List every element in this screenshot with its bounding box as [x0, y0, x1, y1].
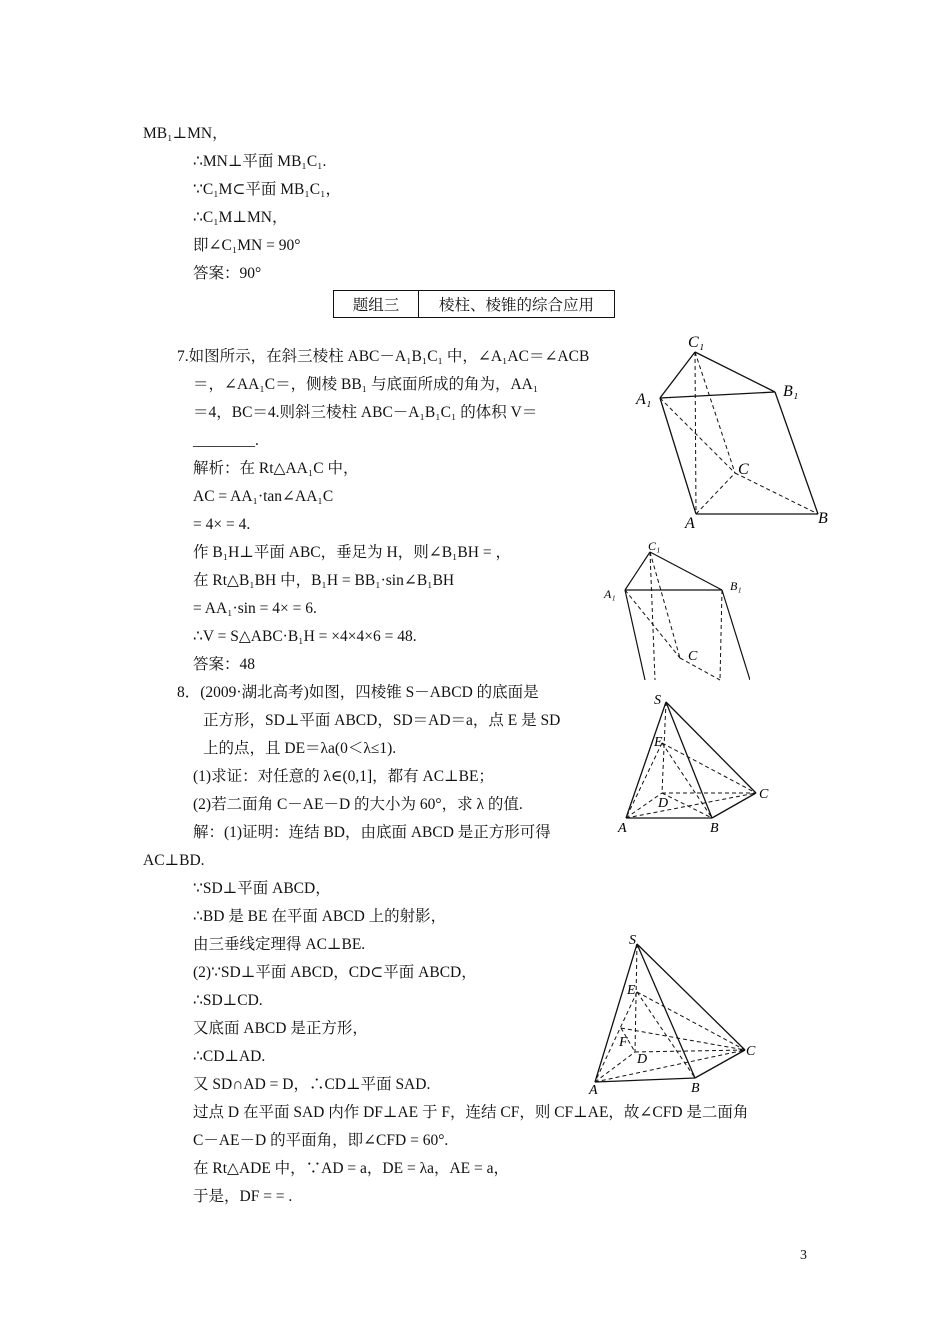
problem-7-line-1: 7.如图所示，在斜三棱柱 ABC－A₁B₁C₁ 中，∠A₁AC＝∠ACB [177, 348, 590, 365]
label-S: S [629, 933, 636, 948]
answer-7: 答案：48 [193, 656, 256, 673]
solution-7-line-2: AC = AA₁·tan∠AA₁C [193, 488, 334, 505]
solution-8-line-7: ∴SD⊥CD. [193, 992, 263, 1009]
label-S: S [654, 693, 661, 708]
problem-7-line-4: ________. [193, 432, 259, 449]
problem-8-line-5: (2)若二面角 C－AE－D 的大小为 60°，求 λ 的值. [193, 796, 523, 813]
problem-8-line-1: 8．(2009·湖北高考)如图，四棱锥 S－ABCD 的底面是 [177, 684, 539, 701]
label-D: D [637, 1052, 648, 1067]
solution-7-line-1: 解析：在 Rt△AA₁C 中， [193, 460, 359, 477]
solution-8-line-5: 由三垂线定理得 AC⊥BE. [193, 936, 366, 953]
section-title: 棱柱、棱锥的综合应用 [438, 297, 594, 314]
problem-7-line-2: ＝，∠AA₁C＝，侧棱 BB₁ 与底面所成的角为，AA₁ [193, 376, 539, 393]
label-C1: C₁ [688, 334, 705, 351]
solution-7-line-4: 作 B₁H⊥平面 ABC，垂足为 H，则∠B₁BH = ， [193, 544, 511, 561]
solution-8-line-12: C－AE－D 的平面角，即∠CFD = 60°. [193, 1132, 449, 1149]
label-E: E [627, 983, 636, 998]
label-A: A [685, 515, 695, 532]
problem-7-line-3: ＝4，BC＝4.则斜三棱柱 ABC－A₁B₁C₁ 的体积 V＝ [193, 404, 538, 421]
solution-8-line-1: 解：(1)证明：连结 BD，由底面 ABCD 是正方形可得 [193, 824, 551, 841]
label-B1: B₁ [783, 383, 799, 400]
label-A: A [618, 821, 627, 836]
label-D: D [658, 796, 669, 811]
text-line-4: ∴C₁M⊥MN， [193, 209, 288, 226]
label-A: A [589, 1083, 598, 1095]
solution-8-line-2: AC⊥BD. [143, 852, 205, 869]
solution-7-line-3: = 4× = 4. [193, 516, 251, 533]
solution-8-line-4: ∴BD 是 BE 在平面 ABCD 上的射影， [193, 908, 447, 925]
solution-8-line-8: 又底面 ABCD 是正方形， [193, 1020, 368, 1037]
figure-pyramid-2 [585, 930, 760, 1095]
label-A1: A₁ [636, 391, 652, 408]
label-B: B [710, 821, 719, 836]
label-C: C [738, 461, 749, 478]
label-F: F [619, 1035, 628, 1050]
label-A1: A₁ [604, 587, 616, 601]
label-C1: C₁ [648, 540, 661, 553]
solution-7-line-6: = AA₁·sin = 4× = 6. [193, 600, 317, 617]
solution-7-line-7: ∴V = S△ABC·B₁H = ×4×4×6 = 48. [193, 628, 417, 645]
text-line-6: 答案：90° [193, 265, 262, 282]
solution-8-line-13: 在 Rt△ADE 中，∵AD = a，DE = λa，AE = a， [193, 1160, 510, 1177]
figure-prism-2 [600, 540, 750, 685]
problem-8-line-4: (1)求证：对任意的 λ∈(0,1]，都有 AC⊥BE； [193, 768, 494, 785]
label-E: E [654, 735, 663, 750]
label-B: B [691, 1081, 700, 1095]
solution-7-line-5: 在 Rt△B₁BH 中，B₁H = BB₁·sin∠B₁BH [193, 572, 455, 589]
label-B: B [818, 510, 828, 527]
solution-8-line-6: (2)∵SD⊥平面 ABCD，CD⊂平面 ABCD， [193, 964, 477, 981]
label-C: C [759, 787, 769, 802]
solution-8-line-3: ∵SD⊥平面 ABCD， [193, 880, 331, 897]
section-heading-box [333, 290, 615, 318]
text-line-1: MB₁⊥MN， [143, 125, 228, 142]
solution-8-line-11: 过点 D 在平面 SAD 内作 DF⊥AE 于 F，连结 CF，则 CF⊥AE，故∠CFD 是二面角 [193, 1104, 749, 1121]
text-line-2: ∴MN⊥平面 MB₁C₁. [193, 153, 327, 170]
text-line-3: ∵C₁M⊂平面 MB₁C₁， [193, 181, 342, 198]
section-label: 题组三 [334, 291, 419, 317]
page-number: 3 [800, 1248, 807, 1263]
label-C: C [746, 1044, 756, 1059]
label-C: C [688, 649, 698, 664]
figure-pyramid-1 [616, 688, 776, 836]
figure-prism-1 [630, 330, 840, 535]
text-line-5: 即∠C₁MN = 90° [193, 237, 301, 254]
solution-8-line-14: 于是，DF = = . [193, 1188, 293, 1205]
problem-8-line-2: 正方形，SD⊥平面 ABCD，SD＝AD＝a，点 E 是 SD [203, 712, 561, 729]
solution-8-line-10: 又 SD∩AD = D，∴CD⊥平面 SAD. [193, 1076, 431, 1093]
solution-8-line-9: ∴CD⊥AD. [193, 1048, 266, 1065]
label-B1: B₁ [730, 579, 742, 593]
problem-8-line-3: 上的点，且 DE＝λa(0＜λ≤1). [203, 740, 397, 757]
